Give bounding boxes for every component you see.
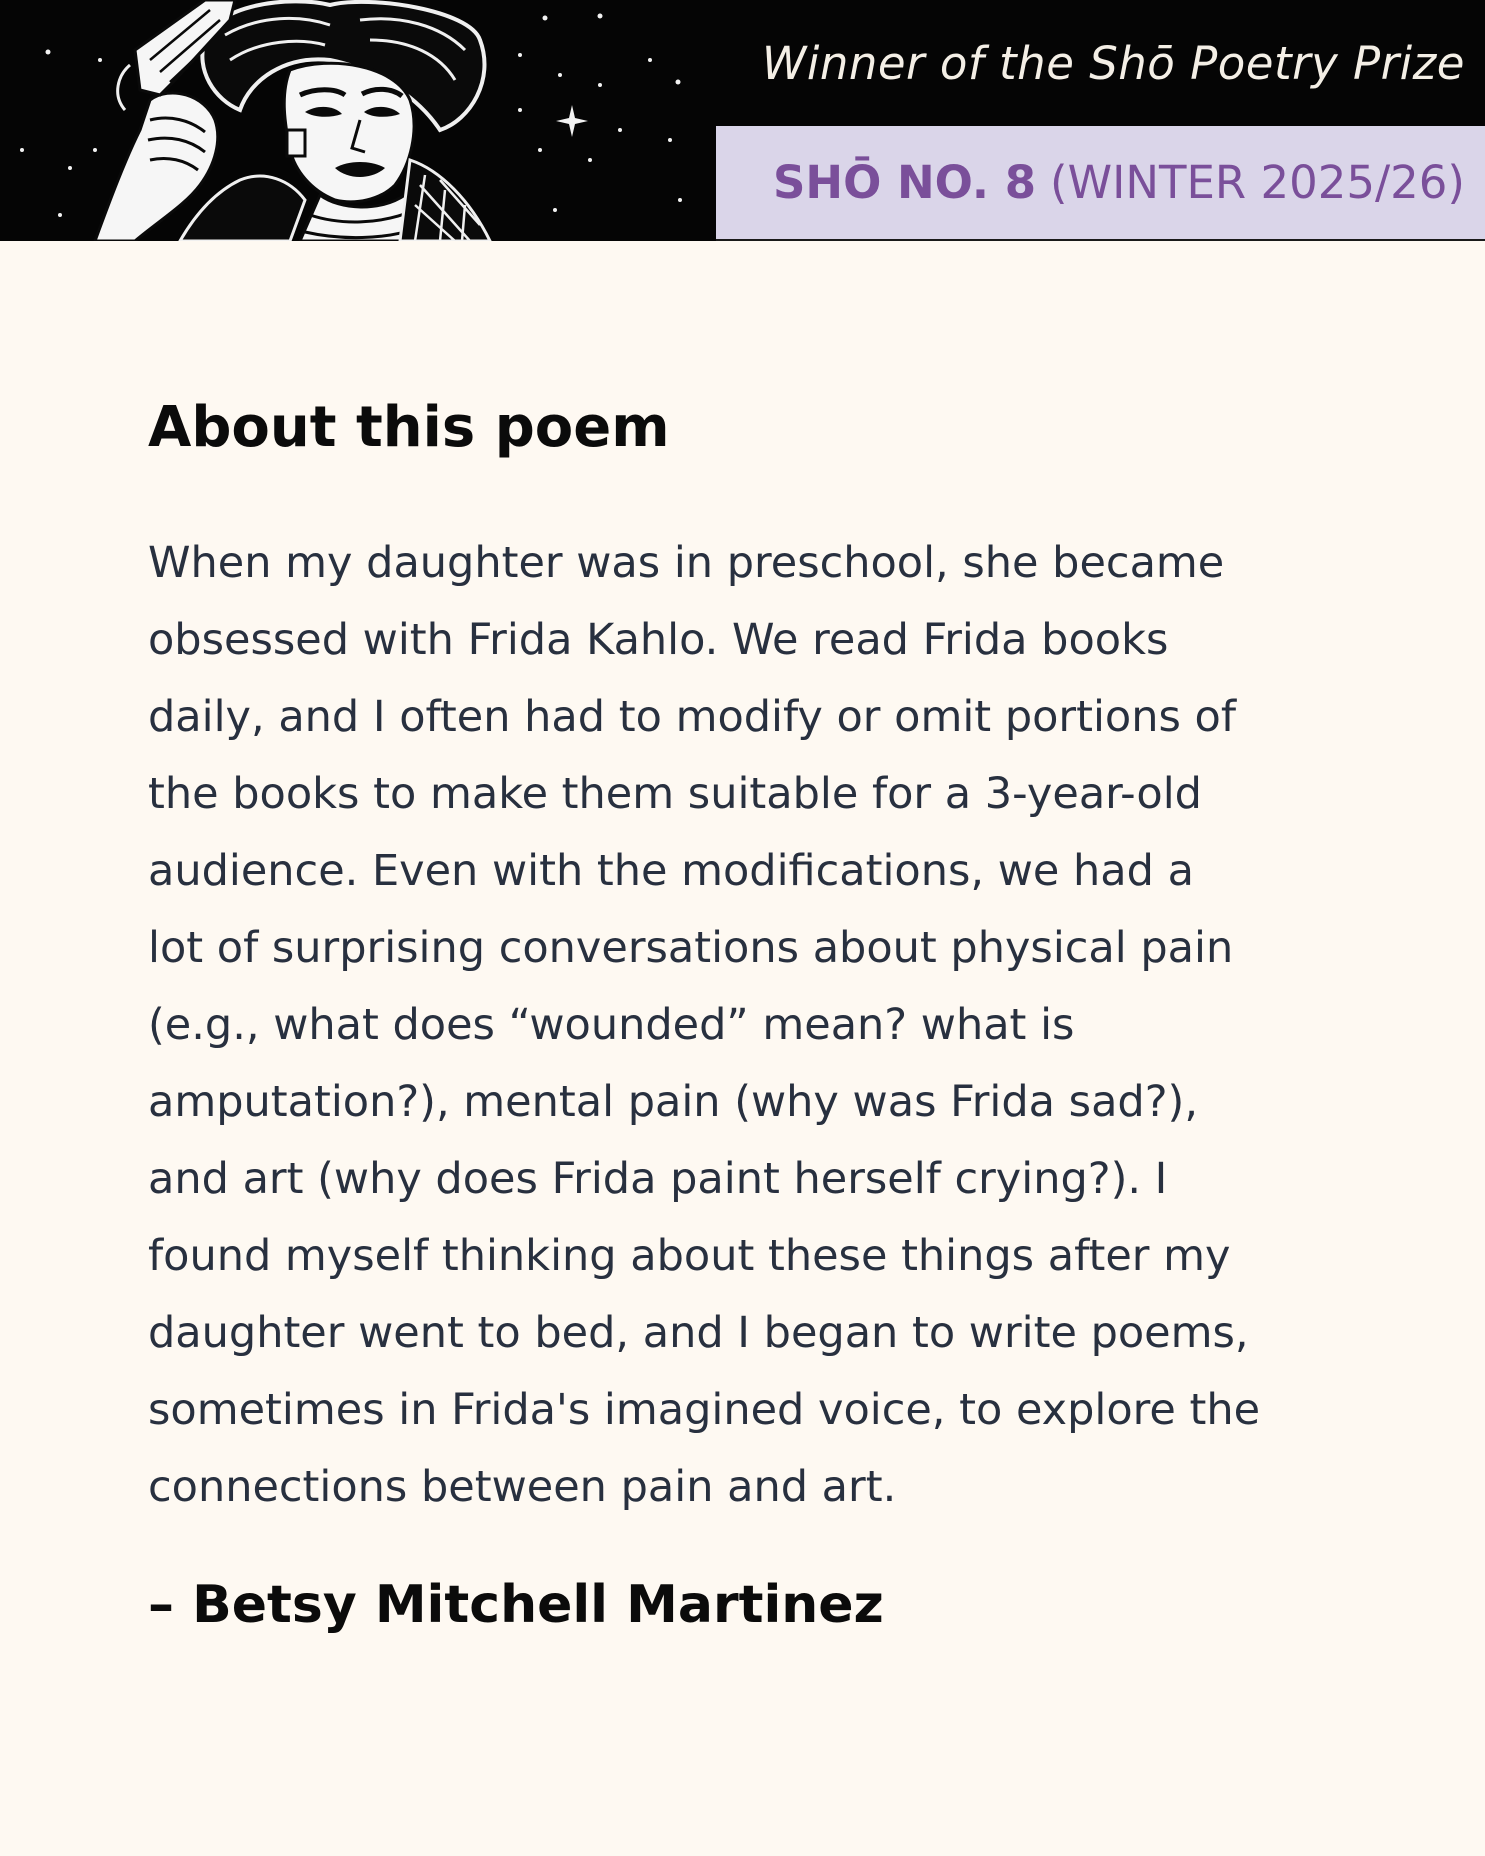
body-line: audience. Even with the modifications, we had a: [148, 846, 1194, 896]
section-heading: About this poem: [148, 395, 670, 460]
body-line: When my daughter was in preschool, she became: [148, 538, 1225, 588]
body-line: (e.g., what does “wounded” mean? what is: [148, 1000, 1075, 1050]
body-line: found myself thinking about these things after my: [148, 1231, 1231, 1281]
issue-number: SHŌ NO. 8: [773, 156, 1037, 209]
about-poem-body: [148, 525, 1388, 1526]
issue-label: [716, 126, 1485, 239]
about-poem-section: [148, 390, 1388, 1635]
body-line: obsessed with Frida Kahlo. We read Frida books: [148, 615, 1169, 665]
body-line: and art (why does Frida paint herself crying?). I: [148, 1154, 1168, 1204]
body-line: daily, and I often had to modify or omit portions of: [148, 692, 1236, 742]
body-line: sometimes in Frida's imagined voice, to explore the: [148, 1385, 1261, 1435]
body-line: connections between pain and art.: [148, 1462, 897, 1512]
issue-season: (WINTER 2025/26): [1050, 156, 1465, 209]
body-line: the books to make them suitable for a 3-year-old: [148, 769, 1202, 819]
prize-winner-caption: Winner of the Shō Poetry Prize: [761, 36, 1465, 90]
body-line: lot of surprising conversations about physical pain: [148, 923, 1234, 973]
body-line: amputation?), mental pain (why was Frida sad?),: [148, 1077, 1198, 1127]
header-banner: [0, 0, 1485, 241]
author-signature: – Betsy Mitchell Martinez: [148, 1575, 884, 1635]
woodcut-illustration-of-woman-holding-revolver-icon: [0, 0, 716, 241]
body-line: daughter went to bed, and I began to write poems,: [148, 1308, 1249, 1358]
